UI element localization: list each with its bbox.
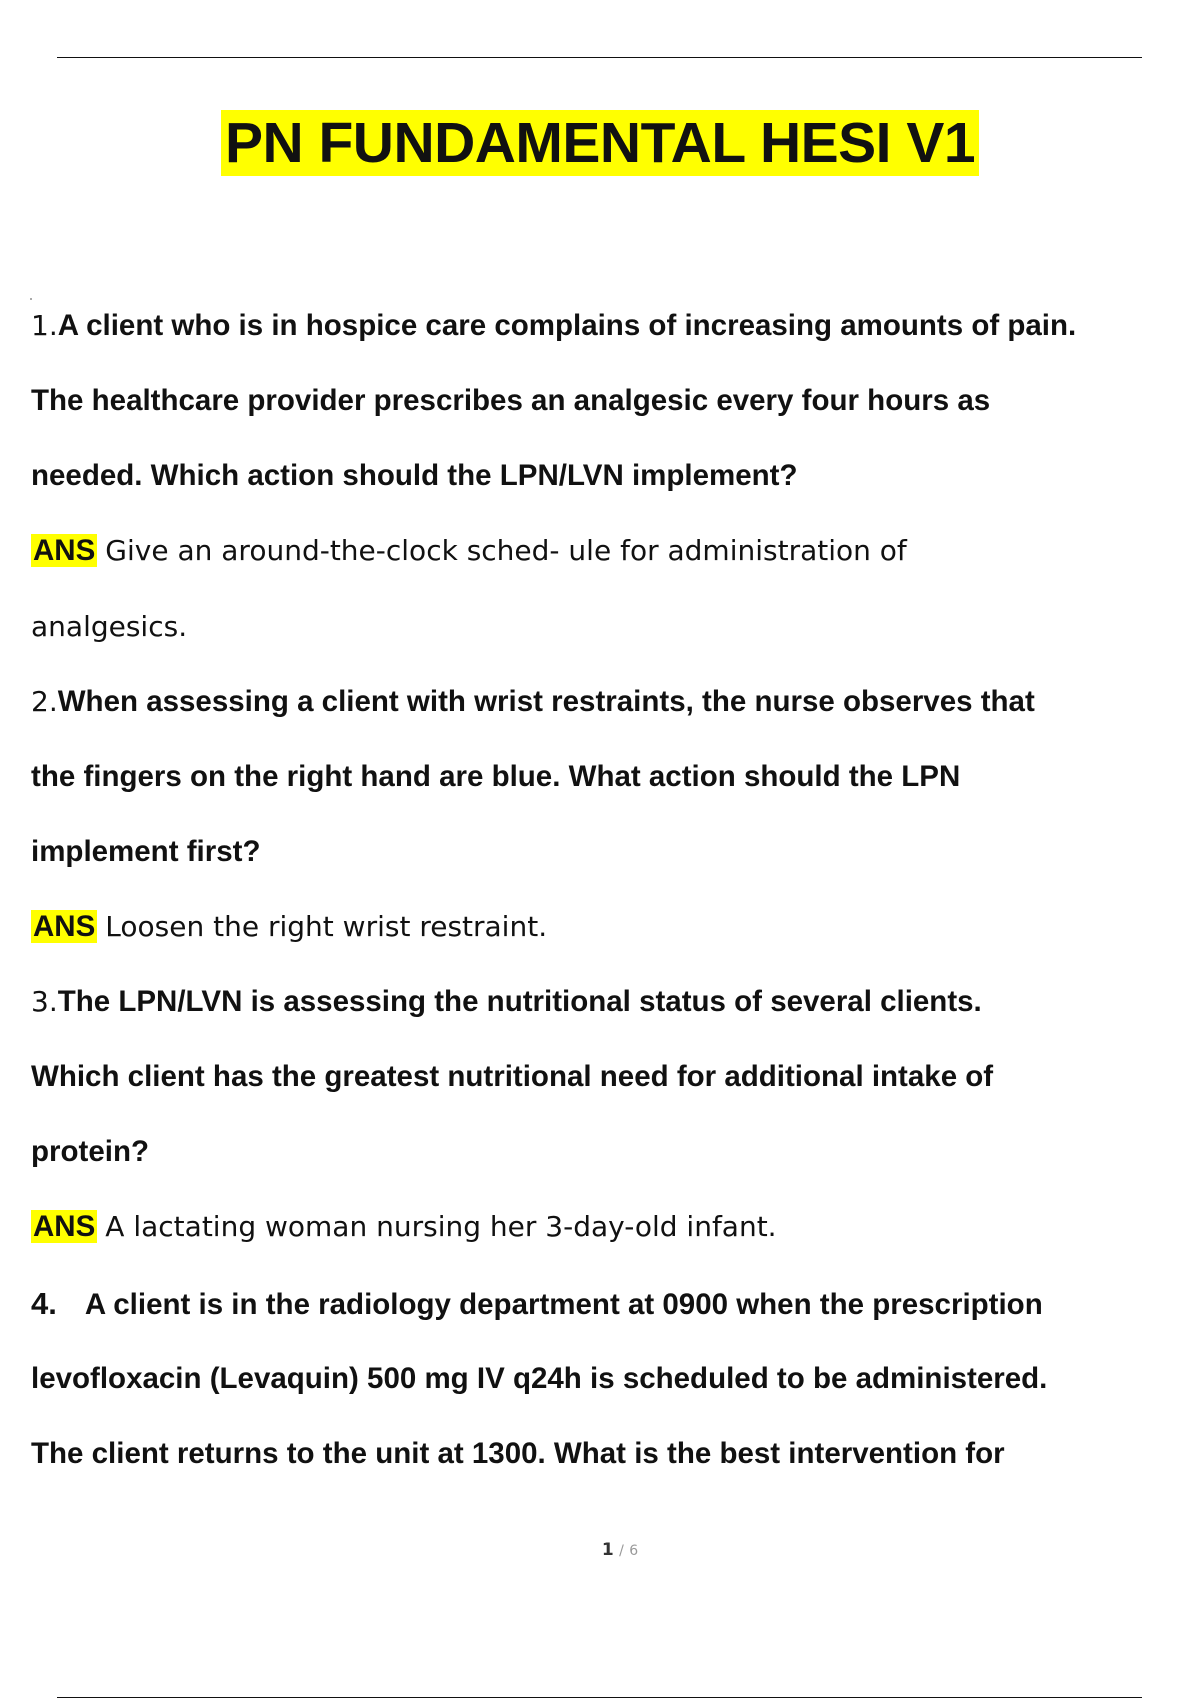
top-rule xyxy=(57,57,1142,58)
question-2-line-2: the fingers on the right hand are blue. What action should the LPN xyxy=(31,760,961,793)
answer-2-line-1 xyxy=(31,907,547,947)
document-title: PN FUNDAMENTAL HESI V1 xyxy=(221,110,979,176)
current-page: 1 xyxy=(601,1540,614,1560)
question-number: 1. xyxy=(31,309,58,342)
question-3-line-2: Which client has the greatest nutritional need for additional intake of xyxy=(31,1060,994,1093)
question-3-line-1 xyxy=(31,982,982,1022)
question-text: A client is in the radiology department at 0900 when the prescription xyxy=(84,1288,1043,1321)
answer-text: Give an around-the-clock sched- ule for administration of xyxy=(105,534,907,567)
question-text: When assessing a client with wrist restraints, the nurse observes that xyxy=(57,685,1035,718)
total-pages: 6 xyxy=(629,1543,639,1559)
question-1-line-2: The healthcare provider prescribes an analgesic every four hours as xyxy=(31,384,991,417)
question-number: 4. xyxy=(31,1286,57,1321)
stray-mark xyxy=(30,298,32,300)
answer-tag: ANS xyxy=(33,1210,96,1243)
question-number: 2. xyxy=(31,685,58,718)
page-indicator xyxy=(0,1540,1200,1560)
question-4-line-2: levofloxacin (Levaquin) 500 mg IV q24h is scheduled to be administered. xyxy=(31,1362,1048,1395)
title-block xyxy=(0,110,1200,176)
question-text: The LPN/LVN is assessing the nutritional status of several clients. xyxy=(57,985,982,1018)
question-4-line-1 xyxy=(31,1284,1043,1325)
page-separator: / xyxy=(619,1543,624,1559)
answer-text: A lactating woman nursing her 3-day-old infant. xyxy=(105,1210,777,1243)
answer-3-line-1 xyxy=(31,1207,777,1247)
question-4-line-3: The client returns to the unit at 1300. What is the best intervention for xyxy=(31,1437,1005,1470)
answer-tag: ANS xyxy=(33,534,96,567)
answer-tag: ANS xyxy=(33,910,96,943)
question-number: 3. xyxy=(31,985,58,1018)
question-2-line-1 xyxy=(31,682,1035,722)
answer-text: Loosen the right wrist restraint. xyxy=(105,910,548,943)
question-2-line-3: implement first? xyxy=(31,835,261,868)
answer-1-line-1 xyxy=(31,531,907,571)
bottom-rule xyxy=(57,1697,1142,1698)
answer-1-line-2: analgesics. xyxy=(31,610,188,643)
question-3-line-3: protein? xyxy=(31,1135,149,1168)
question-1-line-3: needed. Which action should the LPN/LVN implement? xyxy=(31,459,798,492)
question-text: A client who is in hospice care complains of increasing amounts of pain. xyxy=(57,309,1077,342)
question-1-line-1 xyxy=(31,306,1076,346)
